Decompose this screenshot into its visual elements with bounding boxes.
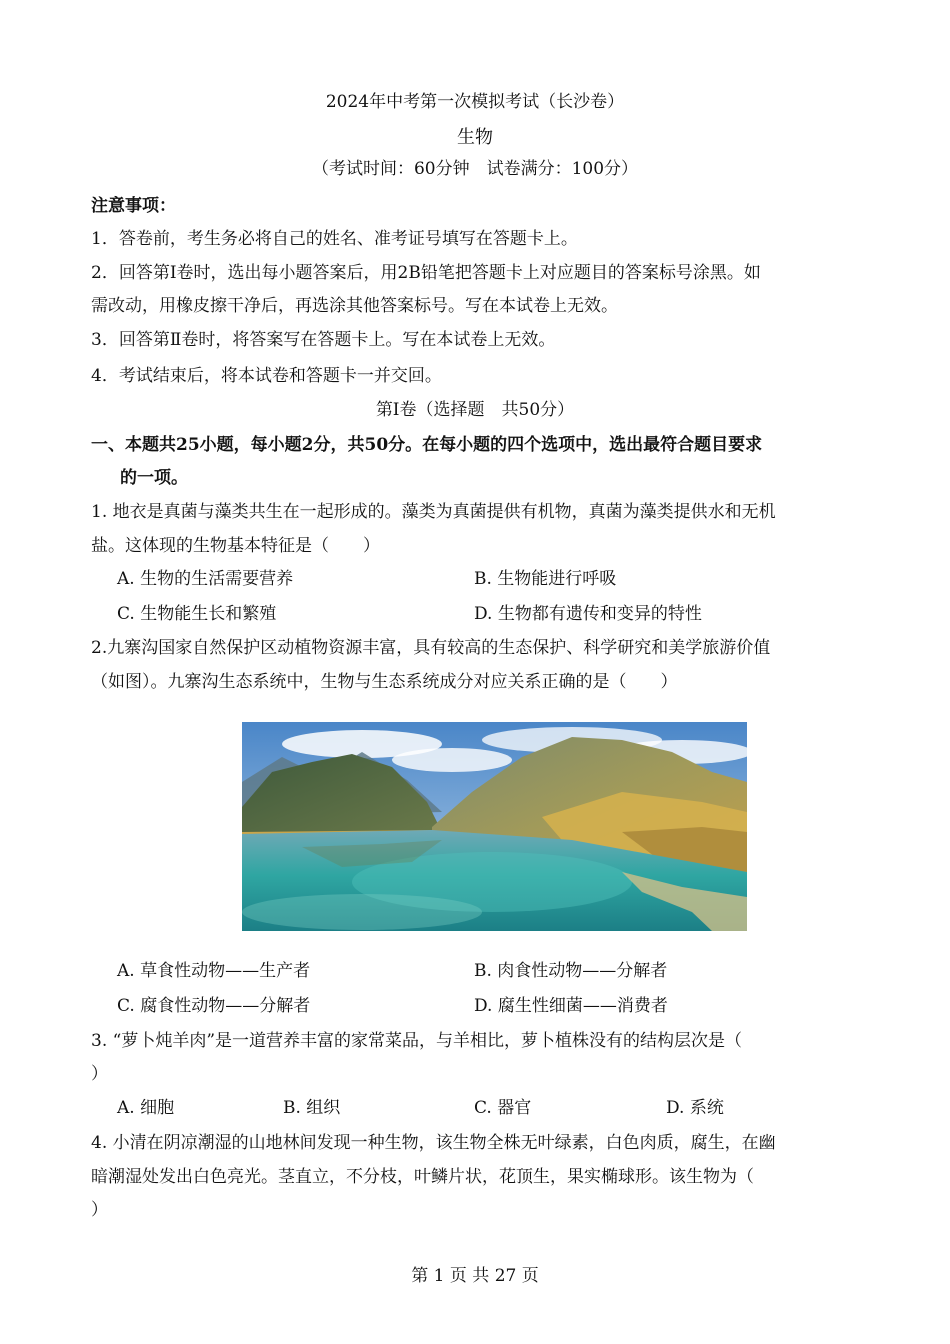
question-4-text-cont2: ）	[91, 1200, 108, 1220]
q1-option-a: A. 生物的生活需要营养	[117, 569, 294, 589]
question-1-text-cont: 盐。这体现的生物基本特征是（ ）	[91, 536, 380, 556]
q3-option-c: C. 器官	[474, 1098, 532, 1118]
question-3-text-cont: ）	[91, 1064, 108, 1084]
notes-heading: 注意事项：	[91, 196, 176, 216]
section-title: 第Ⅰ卷（选择题 共50分）	[375, 400, 575, 420]
jiuzhaigou-lake-photo	[242, 722, 747, 931]
note-item: 1．答卷前，考生务必将自己的姓名、准考证号填写在答题卡上。	[91, 229, 578, 249]
exam-info: （考试时间：60分钟 试卷满分：100分）	[311, 159, 639, 179]
q3-option-b: B. 组织	[283, 1098, 341, 1118]
q1-option-b: B. 生物能进行呼吸	[474, 569, 617, 589]
q2-option-a: A. 草食性动物——生产者	[117, 961, 311, 981]
question-3-text: 3. “萝卜炖羊肉”是一道营养丰富的家常菜品，与羊相比，萝卜植株没有的结构层次是（	[91, 1031, 743, 1051]
question-4-text: 4. 小清在阴凉潮湿的山地林间发现一种生物，该生物全株无叶绿素，白色肉质，腐生，在幽	[91, 1133, 776, 1153]
q1-option-c: C. 生物能生长和繁殖	[117, 604, 277, 624]
q2-option-d: D. 腐生性细菌——消费者	[474, 996, 668, 1016]
section-instruction-cont: 的一项。	[120, 468, 188, 488]
page-number: 第 1 页 共 27 页	[411, 1266, 539, 1286]
q2-option-b: B. 肉食性动物——分解者	[474, 961, 668, 981]
q2-option-c: C. 腐食性动物——分解者	[117, 996, 311, 1016]
question-4-text-cont: 暗潮湿处发出白色亮光。茎直立，不分枝，叶鳞片状，花顶生，果实椭球形。该生物为（	[91, 1167, 754, 1187]
exam-title: 2024年中考第一次模拟考试（长沙卷）	[325, 92, 625, 112]
note-item: 2．回答第Ⅰ卷时，选出每小题答案后，用2B铅笔把答题卡上对应题目的答案标号涂黑。如	[91, 263, 761, 283]
subject-title: 生物	[457, 127, 493, 148]
section-instruction: 一、本题共25小题，每小题2分，共50分。在每小题的四个选项中，选出最符合题目要求	[91, 435, 763, 455]
question-1-text: 1. 地衣是真菌与藻类共生在一起形成的。藻类为真菌提供有机物，真菌为藻类提供水和无机	[91, 502, 776, 522]
note-item: 3．回答第Ⅱ卷时，将答案写在答题卡上。写在本试卷上无效。	[91, 330, 556, 350]
question-2-text: 2.九寨沟国家自然保护区动植物资源丰富，具有较高的生态保护、科学研究和美学旅游价值	[91, 638, 771, 658]
q1-option-d: D. 生物都有遗传和变异的特性	[474, 604, 702, 624]
question-2-text-cont: （如图）。九寨沟生态系统中，生物与生态系统成分对应关系正确的是（ ）	[91, 672, 678, 692]
q3-option-d: D. 系统	[666, 1098, 724, 1118]
note-item: 需改动，用橡皮擦干净后，再选涂其他答案标号。写在本试卷上无效。	[91, 296, 618, 316]
note-item: 4．考试结束后，将本试卷和答题卡一并交回。	[91, 366, 442, 386]
q3-option-a: A. 细胞	[117, 1098, 175, 1118]
